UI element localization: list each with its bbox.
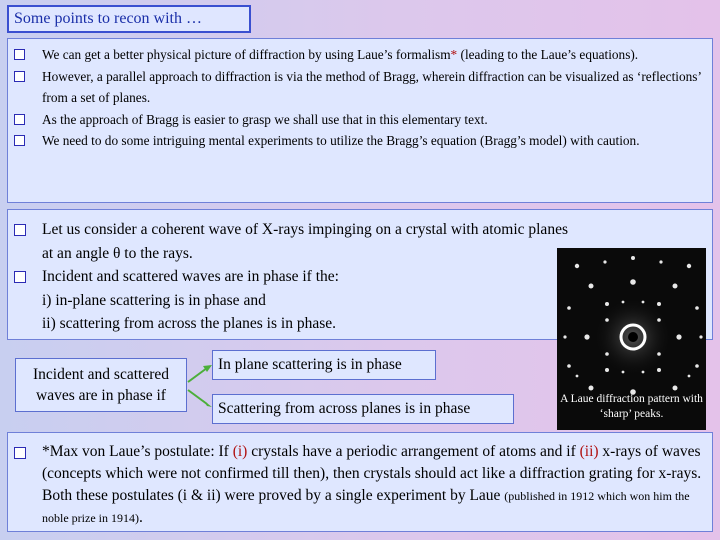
image-caption: A Laue diffraction pattern with ‘sharp’ peaks. [560,393,703,420]
checkbox-bullet-icon [14,224,26,236]
checkbox-bullet-icon [14,71,25,82]
checkbox-bullet-icon [14,135,25,146]
checkbox-bullet-icon [14,114,25,125]
list-item: However, a parallel approach to diffraction is via the method of Bragg, wherein diffraction can be visualized as ‘reflections’ from a set of planes. [14,66,706,109]
list-item: Let us consider a coherent wave of X-rays impinging on a crystal with atomic planes at an angle θ to the rays. [14,218,577,265]
across-box: Scattering from across planes is in phase [212,394,514,424]
incident-box: Incident and scattered waves are in phase if [15,358,187,412]
list-item: Incident and scattered waves are in phase if the: [14,265,706,289]
inplane-box: In plane scattering is in phase [212,350,436,380]
points-panel [7,38,713,203]
checkbox-bullet-icon [14,447,26,459]
slide-title: Some points to recon with … [7,5,251,33]
list-item: We need to do some intriguing mental experiments to utilize the Bragg’s equation (Bragg’s model) with caution. [14,130,706,152]
list-item: As the approach of Bragg is easier to grasp we shall use that in this elementary text. [14,109,706,131]
laue-postulate-panel [7,432,713,532]
arrow-head-icon [203,400,212,407]
arrow-to-inplane [188,368,207,382]
laue-diffraction-image [557,248,706,430]
condition-i: i) in-plane scattering is in phase and [42,291,266,309]
list-item: We can get a better physical picture of diffraction by using Laue’s formalism* (leading to the Laue’s equations). [14,44,706,66]
arrow-to-across [188,390,207,404]
condition-ii: ii) scattering from across the planes is in phase. [42,315,336,332]
arrow-head-icon [203,365,212,372]
checkbox-bullet-icon [14,49,25,60]
list-item: *Max von Laue’s postulate: If (i) crystals have a periodic arrangement of atoms and if (ii) x-rays of waves (concepts which were not confirmed till then), then crystals should act like a diffraction grating for x-rays. Both these postulates (i & ii) were proved by a single experiment by Laue (published in 1912 which won him the noble prize in 1914). [14,441,706,529]
checkbox-bullet-icon [14,271,26,283]
